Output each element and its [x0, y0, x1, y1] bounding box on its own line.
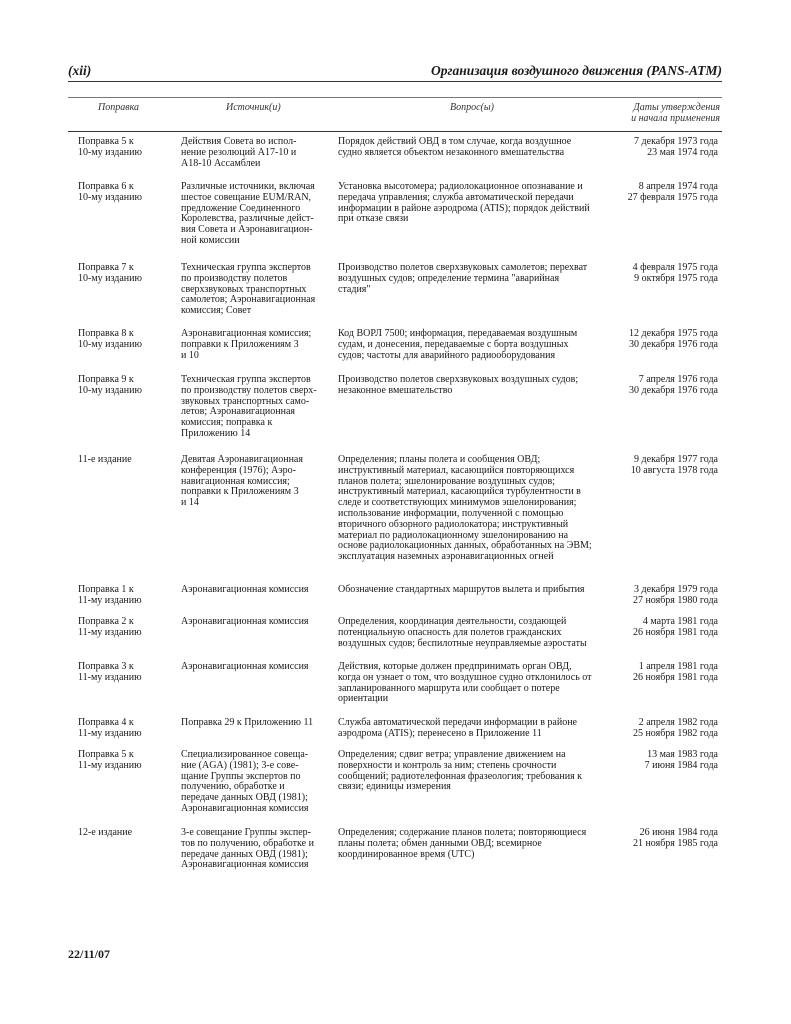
column-header-subject: Вопрос(ы) [450, 102, 494, 113]
amendment-cell: Поправка 2 к 11-му изданию [78, 616, 142, 638]
amendment-cell: 11-е издание [78, 454, 132, 465]
source-cell: Девятая Аэронавигационная конференция (1976); Аэро- навигационная комиссия; поправки к Приложениям 3 и 14 [181, 454, 303, 509]
amendment-cell: 12-е издание [78, 827, 133, 838]
dates-cell: 3 декабря 1979 года 27 ноября 1980 года [632, 584, 718, 606]
source-cell: Аэронавигационная комиссия [181, 616, 309, 627]
dates-cell: 2 апреля 1982 года 25 ноября 1982 года [632, 717, 718, 739]
column-header-dates: Даты утверждения и начала применения [631, 102, 720, 124]
source-cell: Действия Совета во испол- нение резолюций А17-10 и А18-10 Ассамблеи [181, 136, 297, 169]
dates-cell: 13 мая 1983 года 7 июня 1984 года [644, 749, 718, 771]
source-cell: Аэронавигационная комиссия [181, 584, 309, 595]
source-cell: Поправка 29 к Приложению 11 [181, 717, 314, 728]
source-cell: 3-е совещание Группы экспер- тов по получению, обработке и передаче данных ОВД (1981); Аэронавигационная комиссия [181, 827, 314, 871]
subject-cell: Обозначение стандартных маршрутов вылета и прибытия [338, 584, 585, 595]
amendment-cell: Поправка 1 к 11-му изданию [78, 584, 142, 606]
amendment-cell: Поправка 6 к 10-му изданию [78, 181, 142, 203]
subject-cell: Установка высотомера; радиолокационное опознавание и передача управления; служба автоматической передачи информации в районе аэродрома (ATIS); порядок действий при отказе связи [338, 181, 590, 225]
subject-cell: Действия, которые должен предпринимать орган ОВД, когда он узнает о том, что воздушное судно отклонилось от запланированного маршрута или сообщает о потере ориентации [338, 661, 592, 705]
document-title: Организация воздушного движения (PANS-ATM) [431, 63, 722, 78]
dates-cell: 4 февраля 1975 года 9 октября 1975 года [632, 262, 718, 284]
dates-cell: 12 декабря 1975 года 30 декабря 1976 года [629, 328, 718, 350]
source-cell: Техническая группа экспертов по производству полетов сверх- звуковых транспортных само- летов; Аэронавигационная комиссия; поправка к Приложению 14 [181, 374, 317, 439]
page-date: 22/11/07 [68, 947, 111, 961]
subject-cell: Порядок действий ОВД в том случае, когда воздушное судно является объектом незаконного вмешательства [338, 136, 572, 158]
amendment-cell: Поправка 5 к 11-му изданию [78, 749, 142, 771]
source-cell: Различные источники, включая шестое совещание EUM/RAN, предложение Соединенного Королевства, различные дейст- вия Совета и Аэронавигацион- ной комиссии [181, 181, 315, 246]
subject-cell: Определения; сдвиг ветра; управление движением на поверхности и контроль за ним; степень срочности сообщений; радиотелефонная фразеология; требования к связи; единицы измерения [338, 749, 583, 793]
dates-cell: 9 декабря 1977 года 10 августа 1978 года [630, 454, 718, 476]
source-cell: Техническая группа экспертов по производству полетов сверхзвуковых транспортных самолетов; Аэронавигационная комиссия; Совет [181, 262, 316, 317]
dates-cell: 26 июня 1984 года 21 ноября 1985 года [632, 827, 718, 849]
amendment-cell: Поправка 3 к 11-му изданию [78, 661, 142, 683]
dates-cell: 1 апреля 1981 года 26 ноября 1981 года [632, 661, 718, 683]
amendment-cell: Поправка 7 к 10-му изданию [78, 262, 142, 284]
dates-cell: 7 апреля 1976 года 30 декабря 1976 года [629, 374, 718, 396]
page-number: (xii) [68, 63, 92, 78]
subject-cell: Служба автоматической передачи информации в районе аэродрома (ATIS); перенесено в Приложение 11 [338, 717, 577, 739]
source-cell: Аэронавигационная комиссия; поправки к Приложениям 3 и 10 [181, 328, 312, 361]
table-header-rule [68, 131, 722, 132]
dates-cell: 4 марта 1981 года 26 ноября 1981 года [632, 616, 718, 638]
dates-cell: 8 апреля 1974 года 27 февраля 1975 года [627, 181, 718, 203]
subject-cell: Производство полетов сверхзвуковых воздушных судов; незаконное вмешательство [338, 374, 579, 396]
subject-cell: Определения; содержание планов полета; повторяющиеся планы полета; обмен данными ОВД; всемирное координированное время (UTC) [338, 827, 587, 860]
column-header-amendment: Поправка [98, 102, 139, 113]
table-top-rule [68, 97, 722, 98]
amendment-cell: Поправка 4 к 11-му изданию [78, 717, 142, 739]
subject-cell: Определения; планы полета и сообщения ОВД; инструктивный материал, касающийся повторяющихся планов полета; эшелонирование воздушных судов; инструктивный материал, касающийся турбулентности в следе и соответствующих минимумов эшелонирования; использование информации, полученной с помощью вторичного обзорного радиолокатора; инструктивный материал по радиолокационному эшелонированию на основе радиолокационных данных, обработанных на ЭВМ; эксплуатация наземных аэронавигационных огней [338, 454, 592, 563]
subject-cell: Определения, координация деятельности, создающей потенциальную опасность для полетов гражданских воздушных судов; беспилотные неуправляемые аэростаты [338, 616, 587, 649]
page-header [68, 63, 722, 82]
amendment-cell: Поправка 5 к 10-му изданию [78, 136, 142, 158]
subject-cell: Производство полетов сверхзвуковых самолетов; перехват воздушных судов; определение термина "аварийная стадия" [338, 262, 588, 295]
source-cell: Аэронавигационная комиссия [181, 661, 309, 672]
source-cell: Специализированное совеща- ние (AGA) (1981); 3-е сове- щание Группы экспертов по получению, обработке и передаче данных ОВД (1981); Аэронавигационная комиссия [181, 749, 309, 814]
amendment-cell: Поправка 9 к 10-му изданию [78, 374, 142, 396]
dates-cell: 7 декабря 1973 года 23 мая 1974 года [634, 136, 718, 158]
subject-cell: Код ВОРЛ 7500; информация, передаваемая воздушным судам, и донесения, передаваемые с борта воздушных судов; частоты для аварийного радиооборудования [338, 328, 578, 361]
amendment-cell: Поправка 8 к 10-му изданию [78, 328, 142, 350]
column-header-source: Источник(и) [226, 102, 281, 113]
